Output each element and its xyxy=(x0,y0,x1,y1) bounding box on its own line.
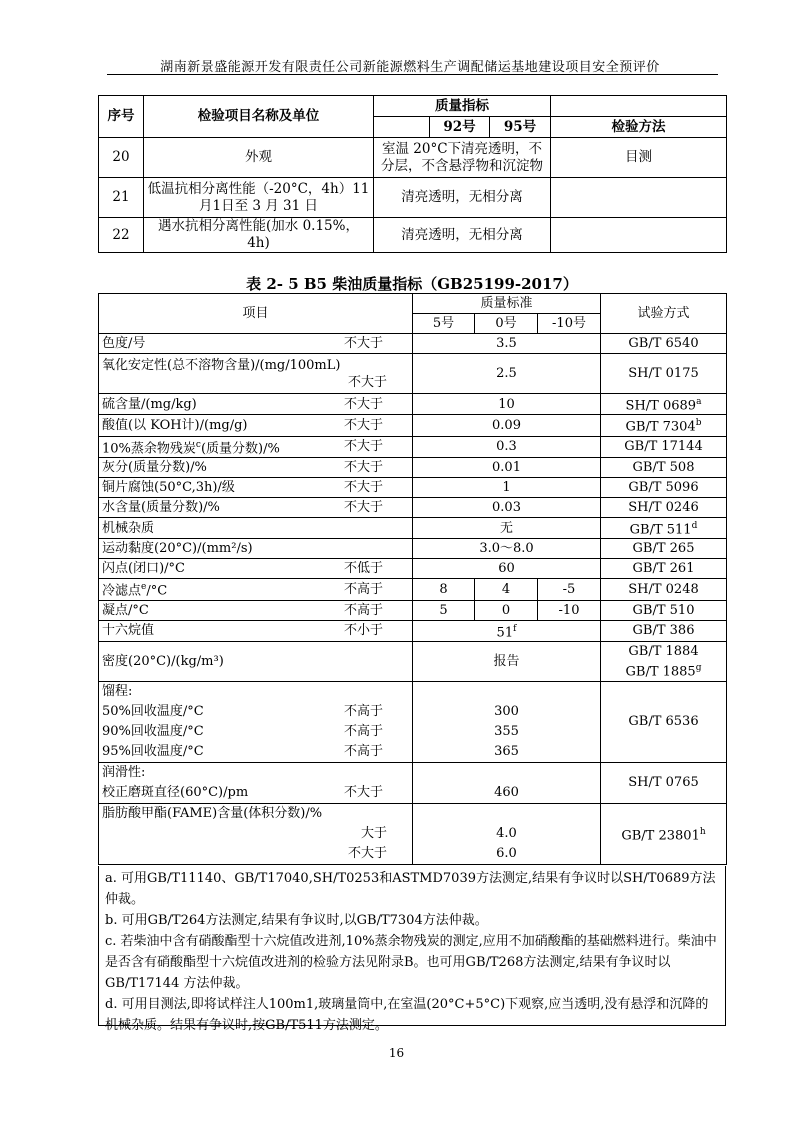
table-row: 灰分(质量分数)/% 不大于 0.01 GB/T 508 xyxy=(99,457,727,477)
note-a: a. 可用GB/T11140、GB/T17040,SH/T0253和ASTMD7039方法测定,结果有争议时以SH/T0689方法仲裁。 xyxy=(105,871,716,907)
fame-row: 脂肪酸甲酯(FAME)含量(体积分数)/% 大于 不大于 4.0 6.0 GB/T 23801$^h$ xyxy=(99,803,727,864)
col-95: 95号 xyxy=(490,117,551,138)
table-row: 氧化安定性(总不溶物含量)/(mg/100mL) 不大于 2.5 SH/T 0175 xyxy=(99,354,727,394)
note-b: b. 可用GB/T264方法测定,结果有争议时,以GB/T7304方法仲裁。 xyxy=(105,913,488,928)
table-row: 闪点(闭口)/°C 不低于 60 GB/T 261 xyxy=(99,559,727,579)
diesel-quality-table xyxy=(98,293,727,865)
table-row: 20 外观 室温 20°C下清亮透明，不分层，不含悬浮物和沉淀物 目测 xyxy=(99,138,727,178)
table-row: 10%蒸余物残炭$^c$(质量分数)/% 不大于 0.3 GB/T 17144 xyxy=(99,436,727,457)
page-number: 16 xyxy=(388,1046,405,1060)
lubricity-row: 润滑性: 校正磨斑直径(60°C)/pm 不大于 460 SH/T 0765 xyxy=(99,762,727,803)
table-row: 酸值(以 KOH计)/(mg/g) 不大于 0.09 GB/T 7304$^b$ xyxy=(99,415,727,436)
header-rule xyxy=(107,74,718,75)
table-row: 冷滤点$^e$/°C 不高于 8 4 -5 SH/T 0248 xyxy=(99,579,727,600)
table-row: 十六烷值 不小于 51$^f$ GB/T 386 xyxy=(99,620,727,641)
gasoline-quality-table xyxy=(98,95,727,253)
col-method: 检验方法 xyxy=(551,117,727,138)
col-method: 试验方式 xyxy=(601,294,727,334)
col-92: 92号 xyxy=(430,117,490,138)
table-notes xyxy=(98,866,726,1033)
col-item: 项目 xyxy=(99,294,413,334)
col-std: 质量标准 xyxy=(413,294,601,314)
col-seq: 序号 xyxy=(99,96,144,138)
grade-5: 5号 xyxy=(413,314,475,334)
page-header: 湖南新景盛能源开发有限责任公司新能源燃料生产调配储运基地建设项目安全预评价 xyxy=(160,60,660,75)
distillation-row: 馏程: 50%回收温度/°C 不高于 90%回收温度/°C 不高于 95%回收温度/°C 不高于 300 355 365 GB/T 6536 xyxy=(99,681,727,762)
table-row: 密度(20°C)/(kg/m³) 报告 GB/T 1884 GB/T 1885$^g$ xyxy=(99,641,727,681)
table-row: 凝点/°C 不高于 5 0 -10 GB/T 510 xyxy=(99,600,727,620)
table-row: 运动黏度(20°C)/(mm²/s) 3.0～8.0 GB/T 265 xyxy=(99,539,727,559)
grade-minus10: -10号 xyxy=(538,314,601,334)
table-row: 铜片腐蚀(50°C,3h)/级 不大于 1 GB/T 5096 xyxy=(99,477,727,497)
grade-0: 0号 xyxy=(475,314,538,334)
note-d: d. 可用目测法,即将试样注人100m1,玻璃量筒中,在室温(20°C+5°C)下观察,应当透明,没有悬浮和沉降的机械杂质。结果有争议时,按GB/T511方法测定。 xyxy=(105,997,709,1033)
table-row: 22 遇水抗相分离性能(加水 0.15%，4h) 清亮透明，无相分离 xyxy=(99,218,727,253)
table-row: 硫含量/(mg/kg) 不大于 10 SH/T 0689$^a$ xyxy=(99,394,727,415)
table-row: 机械杂质 无 GB/T 511$^d$ xyxy=(99,517,727,538)
table-row: 色度/号 不大于 3.5 GB/T 6540 xyxy=(99,334,727,354)
table-caption: 表 2- 5 B5 柴油质量指标（GB25199-2017） xyxy=(246,275,578,293)
col-item: 检验项目名称及单位 xyxy=(144,96,374,138)
table-row: 水含量(质量分数)/% 不大于 0.03 SH/T 0246 xyxy=(99,497,727,517)
table-row: 21 低温抗相分离性能（-20°C，4h）11月1日至 3 月 31 日 清亮透明，无相分离 xyxy=(99,178,727,218)
col-quality: 质量指标 xyxy=(374,96,551,117)
note-c: c. 若柴油中含有硝酸酯型十六烷值改进剂,10%蒸余物残炭的测定,应用不加硝酸酯的基础燃料进行。柴油中是否含有硝酸酯型十六烷值改进剂的检验方法见附录B。也可用GB/T268方法测定,结果有争议时以GB/T17144 方法仲裁。 xyxy=(105,934,717,991)
